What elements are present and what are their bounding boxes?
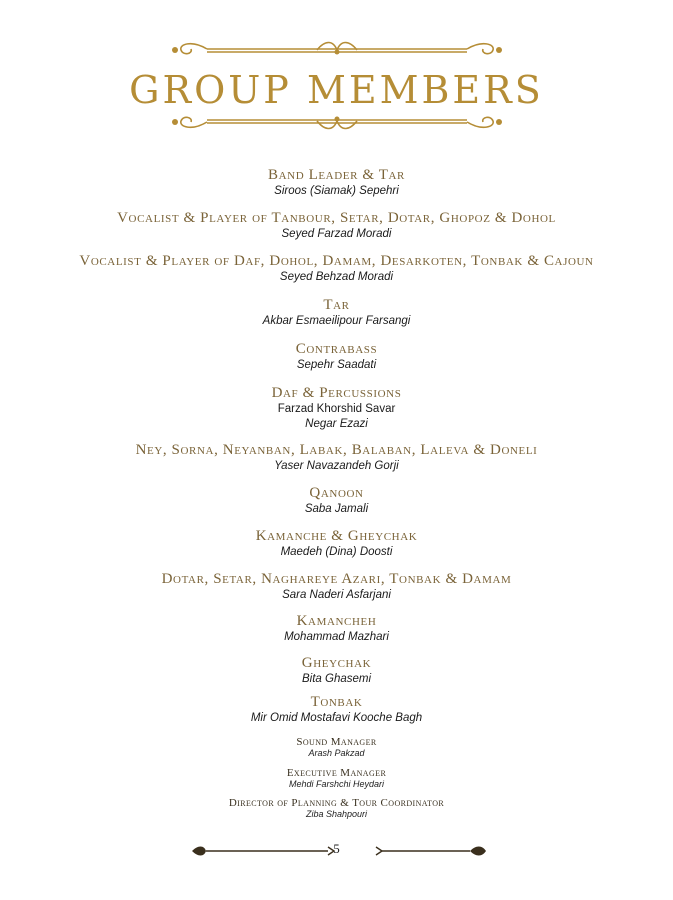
role-title: Tar — [323, 297, 350, 313]
role-title: Daf & Percussions — [271, 385, 402, 401]
member-entry — [0, 570, 673, 612]
role-title: Tonbak — [310, 694, 363, 710]
member-name: Siroos (Siamak) Sepehri — [274, 185, 399, 197]
member-name: Mohammad Mazhari — [284, 631, 389, 643]
member-name: Seyed Behzad Moradi — [279, 271, 394, 283]
member-entry — [0, 166, 673, 209]
role-title: Qanoon — [309, 485, 364, 501]
member-name: Farzad Khorshid Savar — [277, 403, 396, 415]
member-entry — [0, 296, 673, 340]
member-entry — [0, 384, 673, 441]
member-entry — [0, 441, 673, 484]
member-name: Negar Ezazi — [305, 418, 368, 430]
member-entry — [0, 612, 673, 654]
members-list — [0, 166, 673, 733]
member-entry — [0, 693, 673, 733]
member-entry — [0, 209, 673, 252]
staff-role: Director of Planning & Tour Coordinator — [228, 797, 445, 809]
member-entry — [0, 527, 673, 570]
right-flourish-icon — [372, 844, 490, 858]
flourish-divider-icon — [167, 38, 507, 60]
staff-name: Mehdi Farshchi Heydari — [288, 779, 385, 789]
member-name: Bita Ghasemi — [301, 673, 372, 685]
member-name: Maedeh (Dina) Doosti — [280, 546, 393, 558]
role-title: Kamancheh — [296, 613, 377, 629]
staff-entry — [0, 736, 673, 767]
staff-entry — [0, 797, 673, 823]
member-name: Akbar Esmaeilipour Farsangi — [262, 315, 411, 327]
staff-name: Ziba Shahpouri — [305, 809, 368, 819]
role-title: Ney, Sorna, Neyanban, Labak, Balaban, Laleva & Doneli — [135, 442, 538, 458]
member-entry — [0, 252, 673, 296]
role-title: Contrabass — [295, 341, 378, 357]
member-name: Sepehr Saadati — [296, 359, 377, 371]
flourish-divider-icon — [167, 112, 507, 134]
member-name: Mir Omid Mostafavi Kooche Bagh — [250, 712, 423, 724]
member-name: Yaser Navazandeh Gorji — [274, 460, 399, 472]
top-ornament — [0, 38, 673, 60]
member-entry — [0, 654, 673, 693]
member-name: Saba Jamali — [304, 503, 369, 515]
member-name: Seyed Farzad Moradi — [281, 228, 392, 240]
member-entry — [0, 484, 673, 527]
role-title: Dotar, Setar, Naghareye Azari, Tonbak & Damam — [161, 571, 512, 587]
role-title: Kamanche & Gheychak — [255, 528, 418, 544]
title-underline-ornament — [0, 112, 673, 134]
staff-entry — [0, 767, 673, 797]
staff-list — [0, 736, 673, 823]
role-title: Vocalist & Player of Daf, Dohol, Damam, Desarkoten, Tonbak & Cajoun — [79, 253, 594, 269]
staff-role: Executive Manager — [286, 767, 387, 779]
role-title: Vocalist & Player of Tanbour, Setar, Dotar, Ghopoz & Dohol — [117, 210, 556, 226]
member-entry — [0, 340, 673, 384]
staff-name: Arash Pakzad — [308, 748, 365, 758]
role-title: Band Leader & Tar — [268, 167, 405, 183]
role-title: Gheychak — [301, 655, 372, 671]
page-title: GROUP MEMBERS — [129, 68, 544, 112]
page-number: 5 — [333, 841, 340, 856]
member-name: Sara Naderi Asfarjani — [282, 589, 391, 601]
staff-role: Sound Manager — [296, 736, 377, 748]
